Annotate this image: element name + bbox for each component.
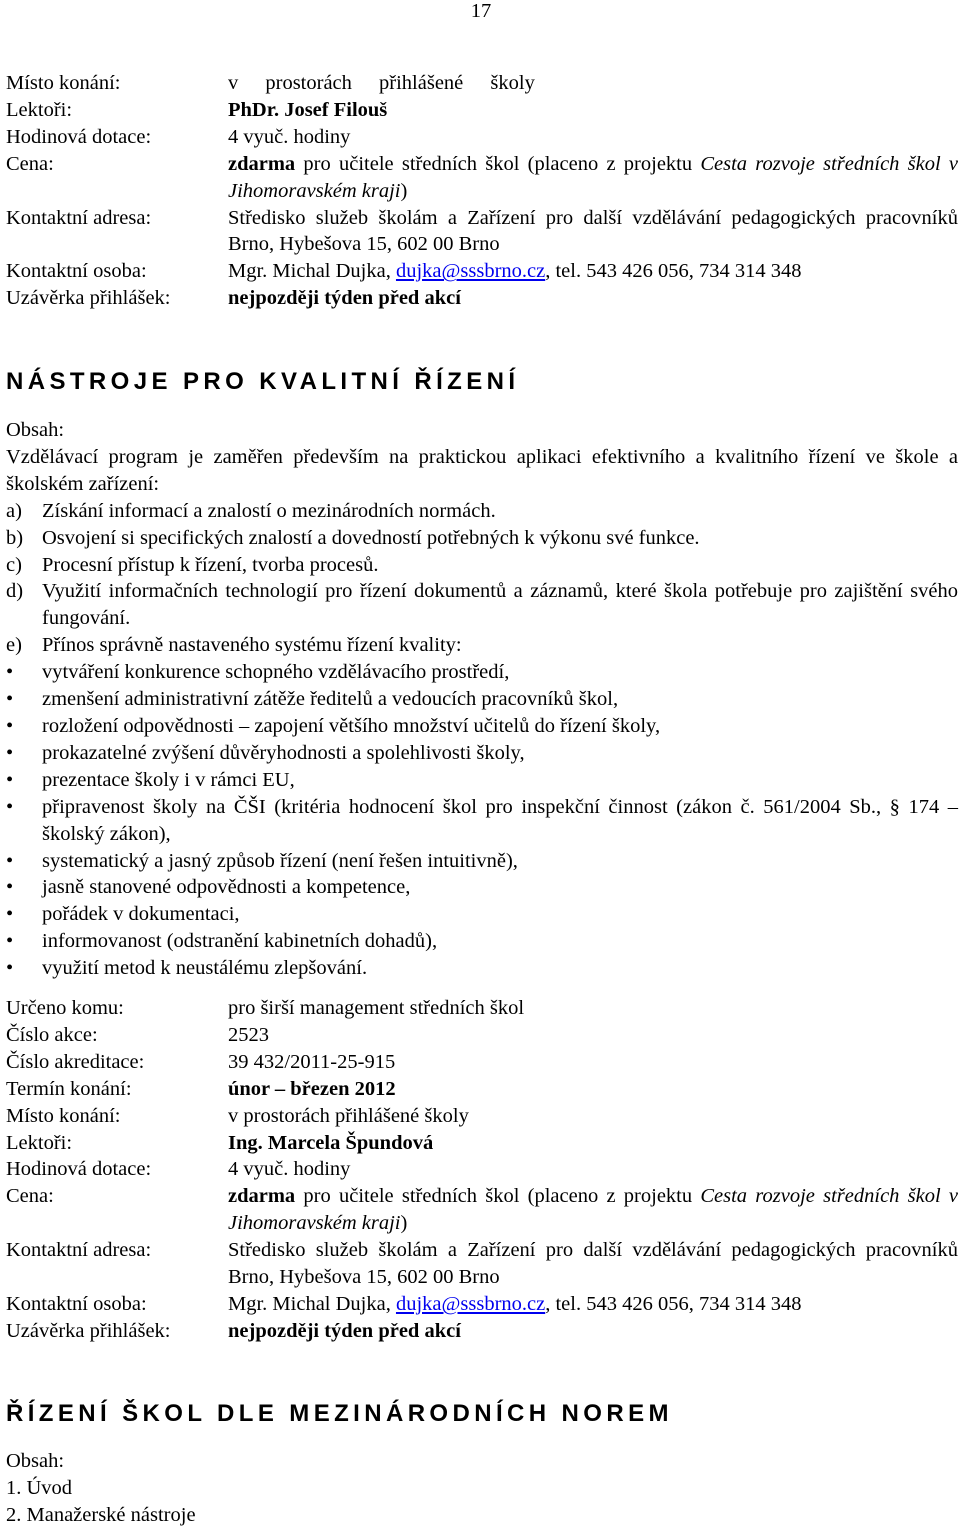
contact-label: Kontaktní osoba: (6, 1292, 147, 1315)
course-info-block-2 (6, 995, 958, 1345)
bullet-dot-icon: • (6, 957, 14, 980)
venue-value: v prostorách přihlášené školy (228, 72, 535, 94)
item-marker: d) (6, 580, 24, 603)
venue-value: v prostorách přihlášené školy (228, 1104, 469, 1127)
contact-row (6, 1291, 958, 1318)
content-label: Obsah: (6, 419, 65, 441)
contact-row (6, 258, 958, 285)
content-section-1 (6, 417, 958, 982)
audience-row (6, 995, 958, 1022)
bullet-item (6, 901, 958, 928)
audience-value: pro širší management středních škol (228, 997, 525, 1019)
deadline-row (6, 1318, 958, 1345)
deadline-value: nejpozději týden před akcí (228, 287, 461, 310)
deadline-value: nejpozději týden před akcí (228, 1319, 461, 1342)
venue-label: Místo konání: (6, 72, 121, 94)
date-row (6, 1076, 958, 1103)
hours-label: Hodinová dotace: (6, 125, 152, 148)
accreditation-label: Číslo akreditace: (6, 1050, 145, 1073)
address-value: Středisko služeb školám a Zařízení pro další vzdělávání pedagogických pracovníků Brno, Hybešova 15, 602 00 Brno (228, 1239, 958, 1289)
lecturer-value: Ing. Marcela Špundová (228, 1131, 434, 1154)
outline-line: 2. Manažerské nástroje (6, 1503, 196, 1526)
bullet-item (6, 713, 958, 740)
address-label: Kontaktní adresa: (6, 1239, 152, 1262)
content-section-2 (6, 1448, 958, 1529)
event-number-label: Číslo akce: (6, 1023, 98, 1046)
section-heading-2: ŘÍZENÍ ŠKOL DLE MEZINÁRODNÍCH NOREM (6, 1400, 673, 1427)
content-item (6, 552, 958, 579)
bullet-dot-icon: • (6, 903, 14, 926)
bullet-text: prezentace školy i v rámci EU, (42, 768, 295, 791)
content-outline (6, 1475, 958, 1529)
lecturer-row (6, 1130, 958, 1157)
bullet-item (6, 848, 958, 875)
bullet-text: systematický a jasný způsob řízení (není řešen intuitivně), (42, 849, 518, 872)
date-label: Termín konání: (6, 1077, 132, 1100)
bullet-item (6, 794, 958, 848)
bullet-item (6, 740, 958, 767)
item-marker: e) (6, 634, 22, 657)
hours-value: 4 vyuč. hodiny (228, 125, 351, 148)
contact-label: Kontaktní osoba: (6, 260, 147, 283)
event-number-row (6, 1022, 958, 1049)
item-marker: b) (6, 526, 24, 549)
course-info-block-1 (6, 70, 958, 312)
venue-row (6, 70, 958, 97)
lecturer-value: PhDr. Josef Filouš (228, 98, 388, 121)
contact-value: Mgr. Michal Dujka, dujka@sssbrno.cz, tel. 543 426 056, 734 314 348 (228, 1292, 802, 1315)
bullet-item (6, 686, 958, 713)
bullet-item (6, 659, 958, 686)
bullet-item (6, 874, 958, 901)
lecturer-label: Lektoři: (6, 1131, 73, 1154)
venue-label: Místo konání: (6, 1104, 121, 1127)
price-value: zdarma pro učitele středních škol (placeno z projektu Cesta rozvoje středních škol v Jihomoravském kraji) (228, 152, 959, 202)
bullet-text: připravenost školy na ČŠI (kritéria hodnocení škol pro inspekční činnost (zákon č. 561/2004 Sb., § 174 – školský zákon), (42, 795, 958, 845)
bullet-text: informovanost (odstranění kabinetních dohadů), (42, 930, 438, 953)
item-marker: a) (6, 499, 22, 522)
price-label: Cena: (6, 1185, 54, 1208)
content-item (6, 632, 958, 659)
bullet-dot-icon: • (6, 795, 14, 818)
address-label: Kontaktní adresa: (6, 206, 152, 229)
content-item (6, 498, 958, 525)
content-item (6, 578, 958, 632)
item-text: Osvojení si specifických znalostí a dovedností potřebných k výkonu své funkce. (42, 526, 700, 549)
deadline-row (6, 285, 958, 312)
bullet-text: prokazatelné zvýšení důvěryhodnosti a spolehlivosti školy, (42, 741, 525, 764)
event-number-value: 2523 (228, 1023, 269, 1046)
bullet-item (6, 767, 958, 794)
bullet-text: vytváření konkurence schopného vzdělávacího prostředí, (42, 661, 510, 684)
content-items (6, 498, 958, 659)
bullet-dot-icon: • (6, 688, 14, 711)
address-row (6, 1237, 958, 1291)
price-label: Cena: (6, 152, 54, 175)
bullet-dot-icon: • (6, 849, 14, 872)
page-number: 17 (470, 0, 492, 22)
item-marker: c) (6, 553, 22, 576)
item-text: Využití informačních technologií pro řízení dokumentů a záznamů, které škola potřebuje pro zajištění svého fungování. (42, 580, 958, 630)
bullet-text: jasně stanovené odpovědnosti a kompetence, (42, 876, 411, 899)
bullet-dot-icon: • (6, 661, 14, 684)
content-label: Obsah: (6, 1450, 65, 1472)
benefit-bullet-list (6, 659, 958, 982)
venue-row (6, 1103, 958, 1130)
contact-email-link[interactable]: dujka@sssbrno.cz (395, 1292, 546, 1315)
item-text: Procesní přístup k řízení, tvorba procesů. (42, 553, 379, 576)
item-text: Získání informací a znalostí o mezinárodních normách. (42, 499, 496, 522)
bullet-text: zmenšení administrativní zátěže ředitelů a vedoucích pracovníků škol, (42, 688, 619, 711)
bullet-dot-icon: • (6, 876, 14, 899)
content-item (6, 525, 958, 552)
deadline-label: Uzávěrka přihlášek: (6, 287, 171, 310)
bullet-text: rozložení odpovědnosti – zapojení většího množství učitelů do řízení školy, (42, 714, 661, 737)
hours-label: Hodinová dotace: (6, 1158, 152, 1181)
address-row (6, 205, 958, 259)
contact-value: Mgr. Michal Dujka, dujka@sssbrno.cz, tel. 543 426 056, 734 314 348 (228, 260, 802, 283)
hours-row (6, 1156, 958, 1183)
bullet-dot-icon: • (6, 768, 14, 791)
bullet-item (6, 955, 958, 982)
bullet-text: pořádek v dokumentaci, (42, 903, 240, 926)
item-text: Přínos správně nastaveného systému řízení kvality: (42, 634, 462, 657)
bullet-item (6, 928, 958, 955)
deadline-label: Uzávěrka přihlášek: (6, 1319, 171, 1342)
price-value: zdarma pro učitele středních škol (placeno z projektu Cesta rozvoje středních škol v Jihomoravském kraji) (228, 1185, 959, 1235)
audience-label: Určeno komu: (6, 997, 124, 1019)
bullet-dot-icon: • (6, 930, 14, 953)
price-row (6, 151, 958, 205)
outline-line: 1. Úvod (6, 1476, 73, 1499)
content-intro: Vzdělávací program je zaměřen především na praktickou aplikaci efektivního a kvalitního řízení ve škole a školském zařízení: (6, 445, 958, 495)
bullet-text: využití metod k neustálému zlepšování. (42, 957, 368, 980)
lecturer-label: Lektoři: (6, 98, 73, 121)
contact-email-link[interactable]: dujka@sssbrno.cz (395, 260, 546, 283)
bullet-dot-icon: • (6, 741, 14, 764)
bullet-dot-icon: • (6, 714, 14, 737)
section-heading-1: NÁSTROJE PRO KVALITNÍ ŘÍZENÍ (6, 368, 520, 395)
date-value: únor – březen 2012 (228, 1077, 396, 1100)
hours-value: 4 vyuč. hodiny (228, 1158, 351, 1181)
accreditation-row (6, 1049, 958, 1076)
address-value: Středisko služeb školám a Zařízení pro další vzdělávání pedagogických pracovníků Brno, Hybešova 15, 602 00 Brno (228, 206, 958, 256)
price-row (6, 1183, 958, 1237)
accreditation-value: 39 432/2011-25-915 (228, 1050, 396, 1073)
hours-row (6, 124, 958, 151)
lecturer-row (6, 97, 958, 124)
